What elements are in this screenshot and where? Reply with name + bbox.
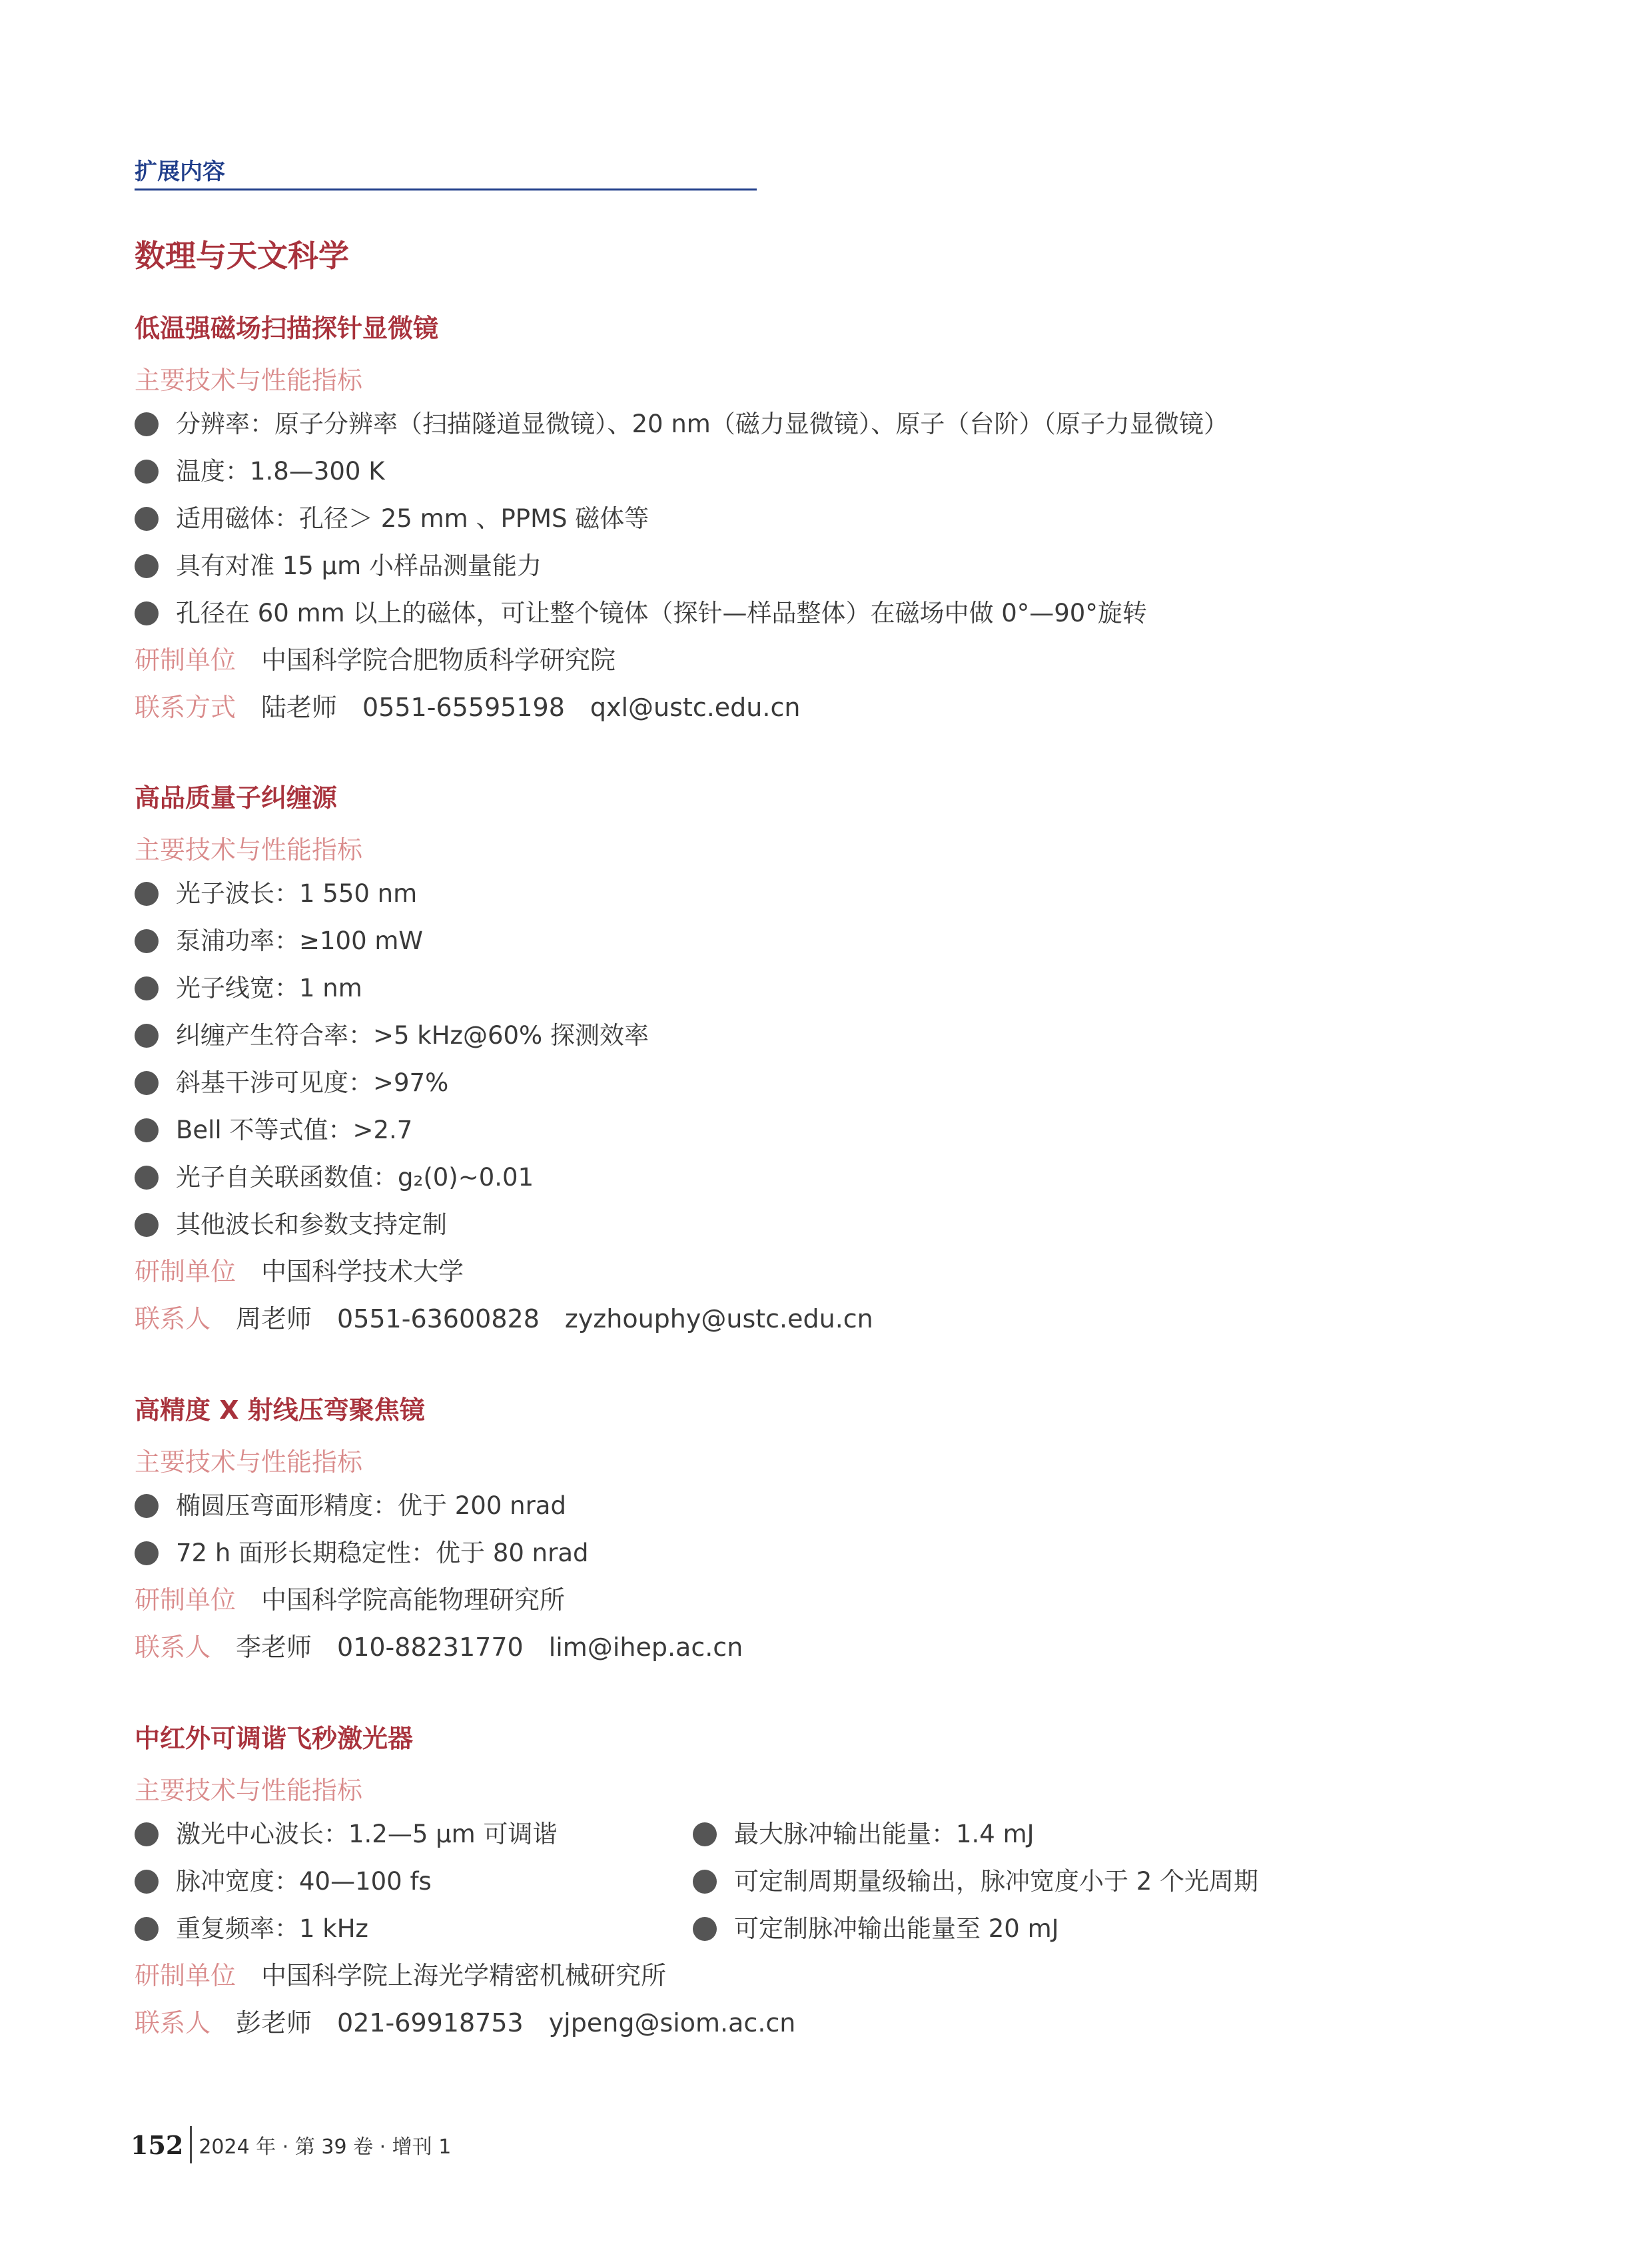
org-line [135, 1248, 1533, 1296]
spec-item [135, 1106, 1533, 1154]
spec-text: 椭圆压弯面形精度：优于 200 nrad [176, 1491, 566, 1520]
contact-name: 李老师 [236, 1633, 312, 1662]
spec-text: 泵浦功率：≥100 mW [176, 927, 424, 955]
bullet-icon [135, 460, 159, 484]
spec-text: 可定制周期量级输出，脉冲宽度小于 2 个光周期 [734, 1867, 1259, 1896]
bullet-icon [135, 554, 159, 578]
spec-text: 孔径在 60 mm 以上的磁体，可让整个镜体（探针—样品整体）在磁场中做 0°—90°旋转 [176, 599, 1147, 627]
item-block [135, 1390, 1533, 1671]
contact-email: yjpeng@siom.ac.cn [548, 2008, 796, 2038]
spec-item [135, 1201, 1533, 1248]
contact-line [135, 1296, 1533, 1343]
item-block [135, 778, 1533, 1343]
spec-heading: 主要技术与性能指标 [135, 835, 363, 865]
spec-heading: 主要技术与性能指标 [135, 1776, 363, 1805]
spec-list [135, 870, 1533, 1248]
spec-item [693, 1810, 1359, 1858]
org-line [135, 1952, 1533, 2000]
spec-item [135, 1858, 693, 1905]
item-title: 高品质量子纠缠源 [135, 783, 338, 813]
contact-email: qxl@ustc.edu.cn [590, 693, 801, 722]
page-number: 152 [131, 2129, 184, 2160]
spec-heading: 主要技术与性能指标 [135, 366, 363, 395]
spec-item [135, 542, 1533, 589]
item-title: 高精度 X 射线压弯聚焦镜 [135, 1395, 425, 1425]
org-label: 研制单位 [135, 1585, 236, 1615]
contact-label: 联系人 [135, 1633, 211, 1662]
spec-item [135, 1810, 693, 1858]
bullet-icon [135, 1822, 159, 1846]
spec-text: 激光中心波长：1.2—5 μm 可调谐 [176, 1820, 558, 1848]
contact-phone: 0551-65595198 [362, 693, 565, 722]
spec-text: 其他波长和参数支持定制 [176, 1210, 447, 1239]
contact-email: zyzhouphy@ustc.edu.cn [564, 1304, 873, 1333]
spec-item [135, 964, 1533, 1012]
bullet-icon [135, 1917, 159, 1941]
spec-text: Bell 不等式值：>2.7 [176, 1116, 413, 1144]
spec-item [135, 1154, 1533, 1201]
org-label: 研制单位 [135, 1961, 236, 1990]
bullet-icon [693, 1917, 717, 1941]
contact-name: 彭老师 [236, 2008, 312, 2038]
spec-text: 脉冲宽度：40—100 fs [176, 1867, 432, 1896]
contact-label: 联系人 [135, 1304, 211, 1333]
spec-item [135, 1482, 1533, 1529]
contact-phone: 021-69918753 [337, 2008, 524, 2038]
spec-text: 分辨率：原子分辨率（扫描隧道显微镜）、20 nm（磁力显微镜）、原子（台阶）（原子力显微镜） [176, 410, 1228, 438]
spec-text: 温度：1.8—300 K [176, 457, 385, 486]
contact-email: lim@ihep.ac.cn [548, 1633, 743, 1662]
bullet-icon [135, 1024, 159, 1048]
bullet-icon [135, 1494, 159, 1518]
org-name: 中国科学院合肥物质科学研究院 [261, 645, 616, 675]
spec-item [135, 1012, 1533, 1059]
spec-item [135, 917, 1533, 964]
spec-text: 具有对准 15 μm 小样品测量能力 [176, 552, 542, 580]
section-title: 数理与天文科学 [135, 238, 349, 274]
spec-item [135, 495, 1533, 542]
org-line [135, 637, 1533, 684]
org-line [135, 1577, 1533, 1624]
org-name: 中国科学院上海光学精密机械研究所 [261, 1961, 667, 1990]
spec-text: 斜基干涉可见度：>97% [176, 1068, 449, 1097]
bullet-icon [135, 1541, 159, 1565]
spec-list [135, 1810, 1533, 1952]
bullet-icon [135, 929, 159, 953]
bullet-icon [135, 1166, 159, 1190]
contact-phone: 0551-63600828 [337, 1304, 540, 1333]
contact-line [135, 2000, 1533, 2047]
header-rule [135, 188, 757, 190]
org-label: 研制单位 [135, 645, 236, 675]
item-block [135, 1718, 1533, 2047]
contact-name: 周老师 [236, 1304, 312, 1333]
bullet-icon [135, 601, 159, 625]
org-name: 中国科学院高能物理研究所 [261, 1585, 566, 1615]
contact-label: 联系方式 [135, 693, 236, 722]
bullet-icon [693, 1822, 717, 1846]
org-name: 中国科学技术大学 [261, 1257, 464, 1286]
footer-divider [190, 2126, 192, 2163]
spec-heading: 主要技术与性能指标 [135, 1447, 363, 1477]
item-title: 低温强磁场扫描探针显微镜 [135, 314, 439, 343]
bullet-icon [135, 1870, 159, 1894]
spec-list [135, 400, 1533, 637]
issue-info: 2024 年 · 第 39 卷 · 增刊 1 [199, 2135, 452, 2159]
spec-item [135, 1905, 693, 1952]
bullet-icon [135, 1118, 159, 1142]
bullet-icon [135, 507, 159, 531]
spec-text: 光子波长：1 550 nm [176, 879, 418, 908]
bullet-icon [135, 882, 159, 906]
spec-text: 72 h 面形长期稳定性：优于 80 nrad [176, 1539, 589, 1567]
bullet-icon [135, 1071, 159, 1095]
spec-text: 最大脉冲输出能量：1.4 mJ [734, 1820, 1034, 1848]
item-block [135, 308, 1533, 731]
spec-item [135, 400, 1533, 448]
spec-item [135, 1529, 1533, 1577]
bullet-icon [693, 1870, 717, 1894]
spec-item [693, 1858, 1359, 1905]
spec-text: 光子线宽：1 nm [176, 974, 362, 1002]
spec-item [135, 1059, 1533, 1106]
spec-item [693, 1905, 1359, 1952]
org-label: 研制单位 [135, 1257, 236, 1286]
bullet-icon [135, 976, 159, 1000]
contact-line [135, 1624, 1533, 1671]
spec-text: 光子自关联函数值：g₂(0)~0.01 [176, 1163, 534, 1192]
spec-item [135, 589, 1533, 637]
spec-item [135, 448, 1533, 495]
contact-line [135, 684, 1533, 731]
spec-text: 重复频率：1 kHz [176, 1914, 368, 1943]
contact-label: 联系人 [135, 2008, 211, 2038]
bullet-icon [135, 412, 159, 436]
spec-list [135, 1482, 1533, 1577]
contact-phone: 010-88231770 [337, 1633, 524, 1662]
spec-item [135, 870, 1533, 917]
contact-name: 陆老师 [261, 693, 338, 722]
spec-text: 纠缠产生符合率：>5 kHz@60% 探测效率 [176, 1021, 649, 1050]
bullet-icon [135, 1213, 159, 1237]
spec-text: 可定制脉冲输出能量至 20 mJ [734, 1914, 1059, 1943]
header-label: 扩展内容 [135, 159, 225, 185]
page-footer [131, 2126, 451, 2163]
item-title: 中红外可调谐飞秒激光器 [135, 1724, 414, 1753]
spec-text: 适用磁体：孔径＞ 25 mm 、PPMS 磁体等 [176, 504, 649, 533]
